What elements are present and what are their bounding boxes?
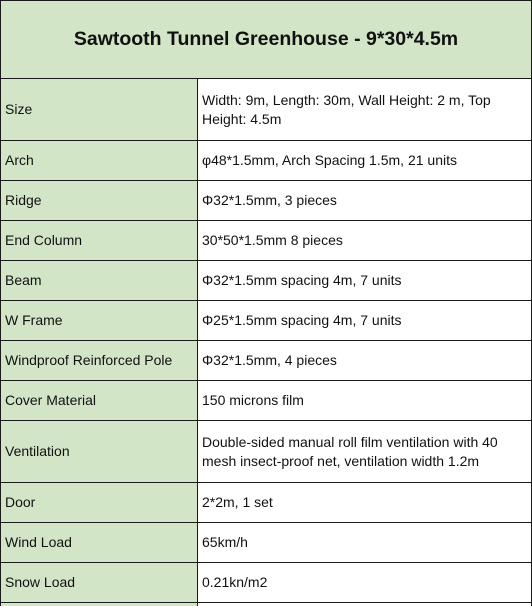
title-row <box>1 1 532 79</box>
row-value-ventilation: Double-sided manual roll film ventilation with 40 mesh insect-proof net, ventilation width 1.2m <box>198 421 532 483</box>
table-row <box>1 301 532 341</box>
row-label-door: Door <box>1 483 198 523</box>
table-title: Sawtooth Tunnel Greenhouse - 9*30*4.5m <box>1 1 532 79</box>
row-value-ridge: Φ32*1.5mm, 3 pieces <box>198 181 532 221</box>
row-value-arch: φ48*1.5mm, Arch Spacing 1.5m, 21 units <box>198 141 532 181</box>
row-value-cover-material: 150 microns film <box>198 381 532 421</box>
row-label-windproof-pole: Windproof Reinforced Pole <box>1 341 198 381</box>
table-row-cutoff <box>1 603 532 606</box>
row-label-w-frame: W Frame <box>1 301 198 341</box>
row-value-windproof-pole: Φ32*1.5mm, 4 pieces <box>198 341 532 381</box>
row-label-size: Size <box>1 79 198 141</box>
table-row <box>1 79 532 141</box>
table-row <box>1 483 532 523</box>
row-label-cutoff <box>1 603 198 606</box>
row-label-ridge: Ridge <box>1 181 198 221</box>
row-value-door: 2*2m, 1 set <box>198 483 532 523</box>
table-row <box>1 523 532 563</box>
row-value-beam: Φ32*1.5mm spacing 4m, 7 units <box>198 261 532 301</box>
row-label-end-column: End Column <box>1 221 198 261</box>
table-row <box>1 141 532 181</box>
table-row <box>1 341 532 381</box>
row-value-cutoff <box>198 603 532 606</box>
table-row <box>1 563 532 603</box>
table-row <box>1 221 532 261</box>
table-row <box>1 421 532 483</box>
row-value-snow-load: 0.21kn/m2 <box>198 563 532 603</box>
row-label-arch: Arch <box>1 141 198 181</box>
row-label-beam: Beam <box>1 261 198 301</box>
row-value-w-frame: Φ25*1.5mm spacing 4m, 7 units <box>198 301 532 341</box>
row-value-size: Width: 9m, Length: 30m, Wall Height: 2 m, Top Height: 4.5m <box>198 79 532 141</box>
row-value-end-column: 30*50*1.5mm 8 pieces <box>198 221 532 261</box>
row-value-wind-load: 65km/h <box>198 523 532 563</box>
table-row <box>1 181 532 221</box>
row-label-ventilation: Ventilation <box>1 421 198 483</box>
row-label-snow-load: Snow Load <box>1 563 198 603</box>
row-label-wind-load: Wind Load <box>1 523 198 563</box>
row-label-cover-material: Cover Material <box>1 381 198 421</box>
table-row <box>1 261 532 301</box>
table-row <box>1 381 532 421</box>
